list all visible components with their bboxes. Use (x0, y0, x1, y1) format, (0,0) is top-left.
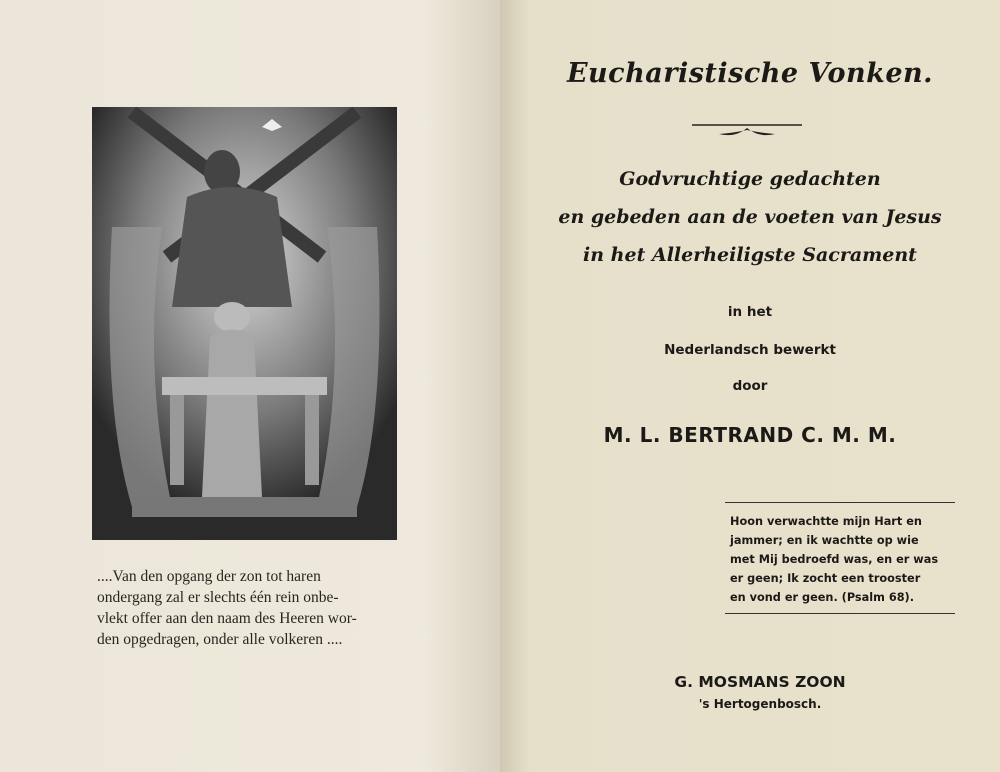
quote-line: jammer; en ik wachtte op wie (730, 534, 919, 547)
quote-line: met Mij bedroefd was, en er was (730, 553, 939, 566)
subtitle-line: Godvruchtige gedachten (619, 168, 881, 190)
book-title: Eucharistische Vonken. (566, 58, 934, 89)
publisher-place: 's Hertogenbosch. (698, 697, 822, 711)
caption-line: ....Van den opgang der zon tot haren (97, 568, 321, 585)
bewerkt-text: Nederlandsch bewerkt (664, 342, 836, 358)
subtitle-line: en gebeden aan de voeten van Jesus (558, 206, 942, 228)
epigraph-quote (725, 502, 955, 614)
quote-line: Hoon verwachtte mijn Hart en (730, 515, 922, 528)
door-text: door (732, 378, 768, 394)
frontispiece-caption (97, 566, 402, 650)
ornament-divider-icon (692, 122, 802, 140)
quote-line: en vond er geen. (Psalm 68). (730, 591, 915, 604)
caption-line: vlekt offer aan den naam des Heeren wor- (97, 610, 357, 627)
caption-line: den opgedragen, onder alle volkeren .... (97, 631, 343, 648)
author-name: M. L. BERTRAND C. M. M. (603, 423, 897, 447)
quote-line: er geen; Ik zocht een trooster (730, 572, 921, 585)
title-page (500, 0, 1000, 772)
in-het-text: in het (727, 304, 773, 320)
subtitle-line: in het Allerheiligste Sacrament (583, 244, 917, 266)
caption-line: ondergang zal er slechts één rein onbe- (97, 589, 339, 606)
publisher-name: G. MOSMANS ZOON (674, 673, 846, 691)
frontispiece-illustration (92, 107, 397, 540)
